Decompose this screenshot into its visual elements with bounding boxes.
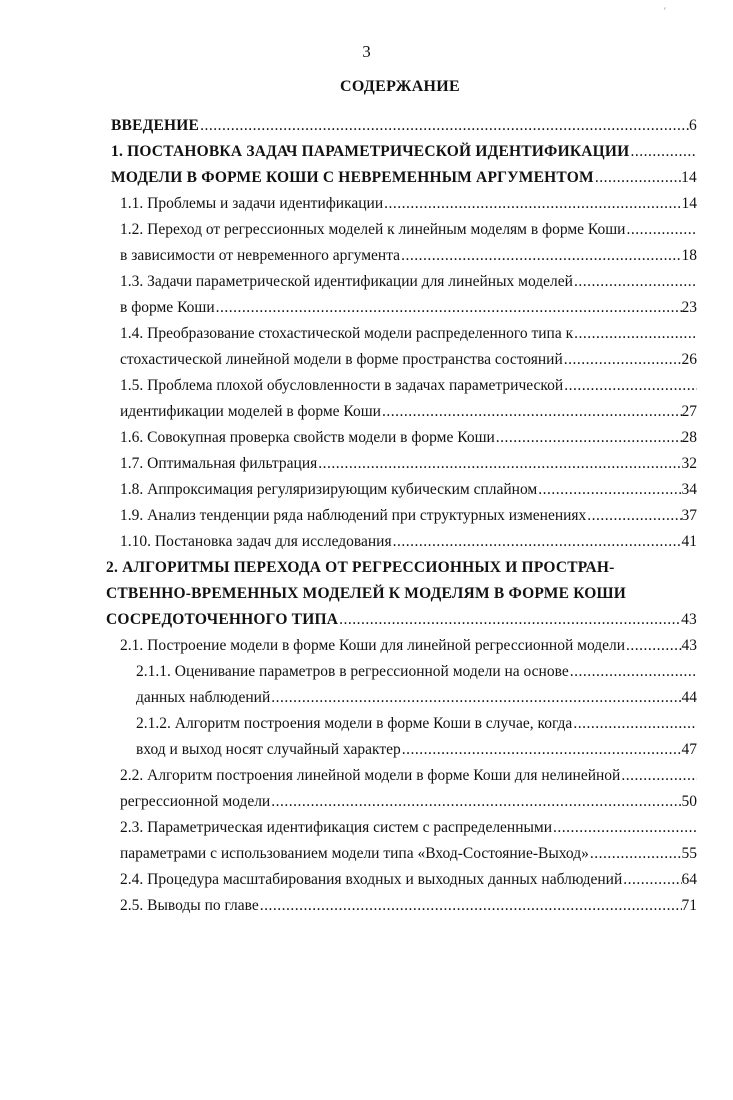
toc-leader (216, 295, 682, 321)
page-number: 3 (362, 42, 371, 61)
toc-entry-text: 1.4. Преобразование стохастической модели распределенного типа к (120, 325, 574, 342)
toc-entry-page: 44 (681, 689, 697, 706)
toc-leader (574, 321, 697, 347)
toc-entry[interactable] (120, 295, 697, 321)
toc-entry-page: 26 (681, 351, 697, 368)
toc-leader (384, 191, 681, 217)
toc-leader (630, 139, 697, 165)
toc-entry-text: 1.1. Проблемы и задачи идентификации (120, 195, 384, 212)
toc-leader (318, 451, 681, 477)
toc-entry[interactable] (136, 659, 697, 685)
toc-leader (574, 269, 697, 295)
toc-entry-text: 1. ПОСТАНОВКА ЗАДАЧ ПАРАМЕТРИЧЕСКОЙ ИДЕНТИФИКАЦИИ (111, 143, 630, 160)
toc-entry[interactable] (120, 243, 697, 269)
toc-entry-page: 34 (681, 481, 697, 498)
toc-entry-text: данных наблюдений (136, 689, 271, 706)
toc-entry[interactable] (120, 503, 697, 529)
toc-entry-text: 1.9. Анализ тенденции ряда наблюдений при структурных изменениях (120, 507, 587, 524)
toc-entry-page: 47 (681, 741, 697, 758)
toc-entry[interactable] (120, 321, 697, 347)
toc-leader (553, 815, 697, 841)
toc-entry-text: 1.6. Совокупная проверка свойств модели в форме Коши (120, 429, 495, 446)
toc-entry-page: 23 (681, 299, 697, 316)
toc-entry[interactable] (120, 529, 697, 555)
toc-entry[interactable] (120, 867, 697, 893)
toc-entry-page: 27 (681, 403, 697, 420)
toc-entry-text: 2.5. Выводы по главе (120, 897, 259, 914)
toc-entry-page: 6 (689, 117, 697, 134)
toc-entry-text: СОСРЕДОТОЧЕННОГО ТИПА (106, 611, 339, 628)
toc-entry-text: в форме Коши (120, 299, 215, 316)
toc-leader (496, 425, 682, 451)
toc-entry[interactable] (120, 399, 697, 425)
toc-entry-page: 37 (681, 507, 697, 524)
toc-entry[interactable] (111, 139, 697, 165)
toc-leader (626, 217, 697, 243)
toc-entry[interactable] (120, 815, 697, 841)
toc-entry-text: 2.4. Процедура масштабирования входных и выходных данных наблюдений (120, 871, 623, 888)
toc-entry-text: 1.5. Проблема плохой обусловленности в задачах параметрической (120, 377, 564, 394)
toc-entry[interactable] (120, 763, 697, 789)
toc-entry-text: 1.8. Аппроксимация регуляризирующим кубическим сплайном (120, 481, 538, 498)
toc-entry-text: 1.10. Постановка задач для исследования (120, 533, 392, 550)
toc-entry-text: 2. АЛГОРИТМЫ ПЕРЕХОДА ОТ РЕГРЕССИОННЫХ И ПРОСТРАН- (106, 559, 615, 576)
toc-entry[interactable] (106, 607, 697, 633)
toc-entry-text: СТВЕННО-ВРЕМЕННЫХ МОДЕЛЕЙ К МОДЕЛЯМ В ФОРМЕ КОШИ (106, 585, 627, 602)
toc-entry[interactable] (120, 477, 697, 503)
toc-entry-page: 14 (681, 169, 697, 186)
toc-leader (382, 399, 682, 425)
toc-leader (623, 867, 681, 893)
toc-entry[interactable] (106, 581, 697, 607)
toc-entry[interactable] (120, 269, 697, 295)
toc-entry-page: 32 (681, 455, 697, 472)
toc-entry[interactable] (136, 685, 697, 711)
toc-entry-text: идентификации моделей в форме Коши (120, 403, 381, 420)
toc-leader (595, 165, 681, 191)
toc-entry-text: вход и выход носят случайный характер (136, 741, 401, 758)
toc-leader (200, 113, 689, 139)
toc-leader (339, 607, 681, 633)
toc-leader (402, 737, 682, 763)
toc-entry[interactable] (136, 711, 697, 737)
toc-leader (564, 373, 697, 399)
toc-leader (538, 477, 681, 503)
toc-entry-text: регрессионной модели (120, 793, 271, 810)
toc-entry-text: 2.1.1. Оценивание параметров в регрессионной модели на основе (136, 663, 569, 680)
toc-entry-text: 1.7. Оптимальная фильтрация (120, 455, 318, 472)
toc-leader (573, 711, 697, 737)
toc-entry-text: 2.3. Параметрическая идентификация систем с распределенными (120, 819, 553, 836)
toc-leader (587, 503, 681, 529)
toc-entry-text: 2.1. Построение модели в форме Коши для линейной регрессионной модели (120, 637, 626, 654)
toc-entry-text: МОДЕЛИ В ФОРМЕ КОШИ С НЕВРЕМЕННЫМ АРГУМЕНТОМ (111, 169, 594, 186)
toc-leader (271, 789, 681, 815)
toc-entry[interactable] (120, 191, 697, 217)
toc-entry-page: 18 (681, 247, 697, 264)
toc-entry[interactable] (120, 425, 697, 451)
toc-entry-page: 14 (681, 195, 697, 212)
toc-entry-text: ВВЕДЕНИЕ (111, 117, 200, 134)
toc-entry-page: 43 (681, 637, 697, 654)
toc-entry-text: 1.3. Задачи параметрической идентификации для линейных моделей (120, 273, 573, 290)
toc-entry[interactable] (120, 633, 697, 659)
toc-leader (621, 763, 697, 789)
toc-entry-text: 2.2. Алгоритм построения линейной модели в форме Коши для нелинейной (120, 767, 621, 784)
toc-entry[interactable] (120, 217, 697, 243)
corner-mark: ′ (664, 6, 666, 16)
toc-entry-page: 41 (681, 533, 697, 550)
toc-entry[interactable] (120, 841, 697, 867)
toc-leader (393, 529, 682, 555)
toc-leader (570, 659, 697, 685)
toc-entry-page: 55 (681, 845, 697, 862)
toc-entry-page: 28 (681, 429, 697, 446)
page-title: СОДЕРЖАНИЕ (339, 78, 461, 95)
toc-leader (626, 633, 681, 659)
toc-entry[interactable] (136, 737, 697, 763)
toc-entry-text: параметрами с использованием модели типа «Вход-Состояние-Выход» (120, 845, 589, 862)
toc-leader (564, 347, 682, 373)
toc-entry-text: 2.1.2. Алгоритм построения модели в форме Коши в случае, когда (136, 715, 573, 732)
toc-entry[interactable] (120, 789, 697, 815)
toc-entry-page: 50 (681, 793, 697, 810)
toc-entry[interactable] (120, 451, 697, 477)
toc-entry-page: 64 (681, 871, 697, 888)
toc-entry-text: 1.2. Переход от регрессионных моделей к линейным моделям в форме Коши (120, 221, 626, 238)
toc-leader (271, 685, 681, 711)
toc-entry[interactable] (120, 347, 697, 373)
toc-entry[interactable] (106, 555, 697, 581)
toc-leader (401, 243, 681, 269)
toc-entry[interactable] (120, 373, 697, 399)
toc-entry[interactable] (120, 893, 697, 919)
toc-entry-text: в зависимости от невременного аргумента (120, 247, 401, 264)
toc-entry-page: 43 (681, 611, 697, 628)
toc-entry-text: стохастической линейной модели в форме пространства состояний (120, 351, 563, 368)
toc-leader (260, 893, 682, 919)
toc-entry[interactable] (111, 165, 697, 191)
toc-entry-page: 71 (681, 897, 697, 914)
toc-entry[interactable] (111, 113, 697, 139)
toc-leader (590, 841, 682, 867)
